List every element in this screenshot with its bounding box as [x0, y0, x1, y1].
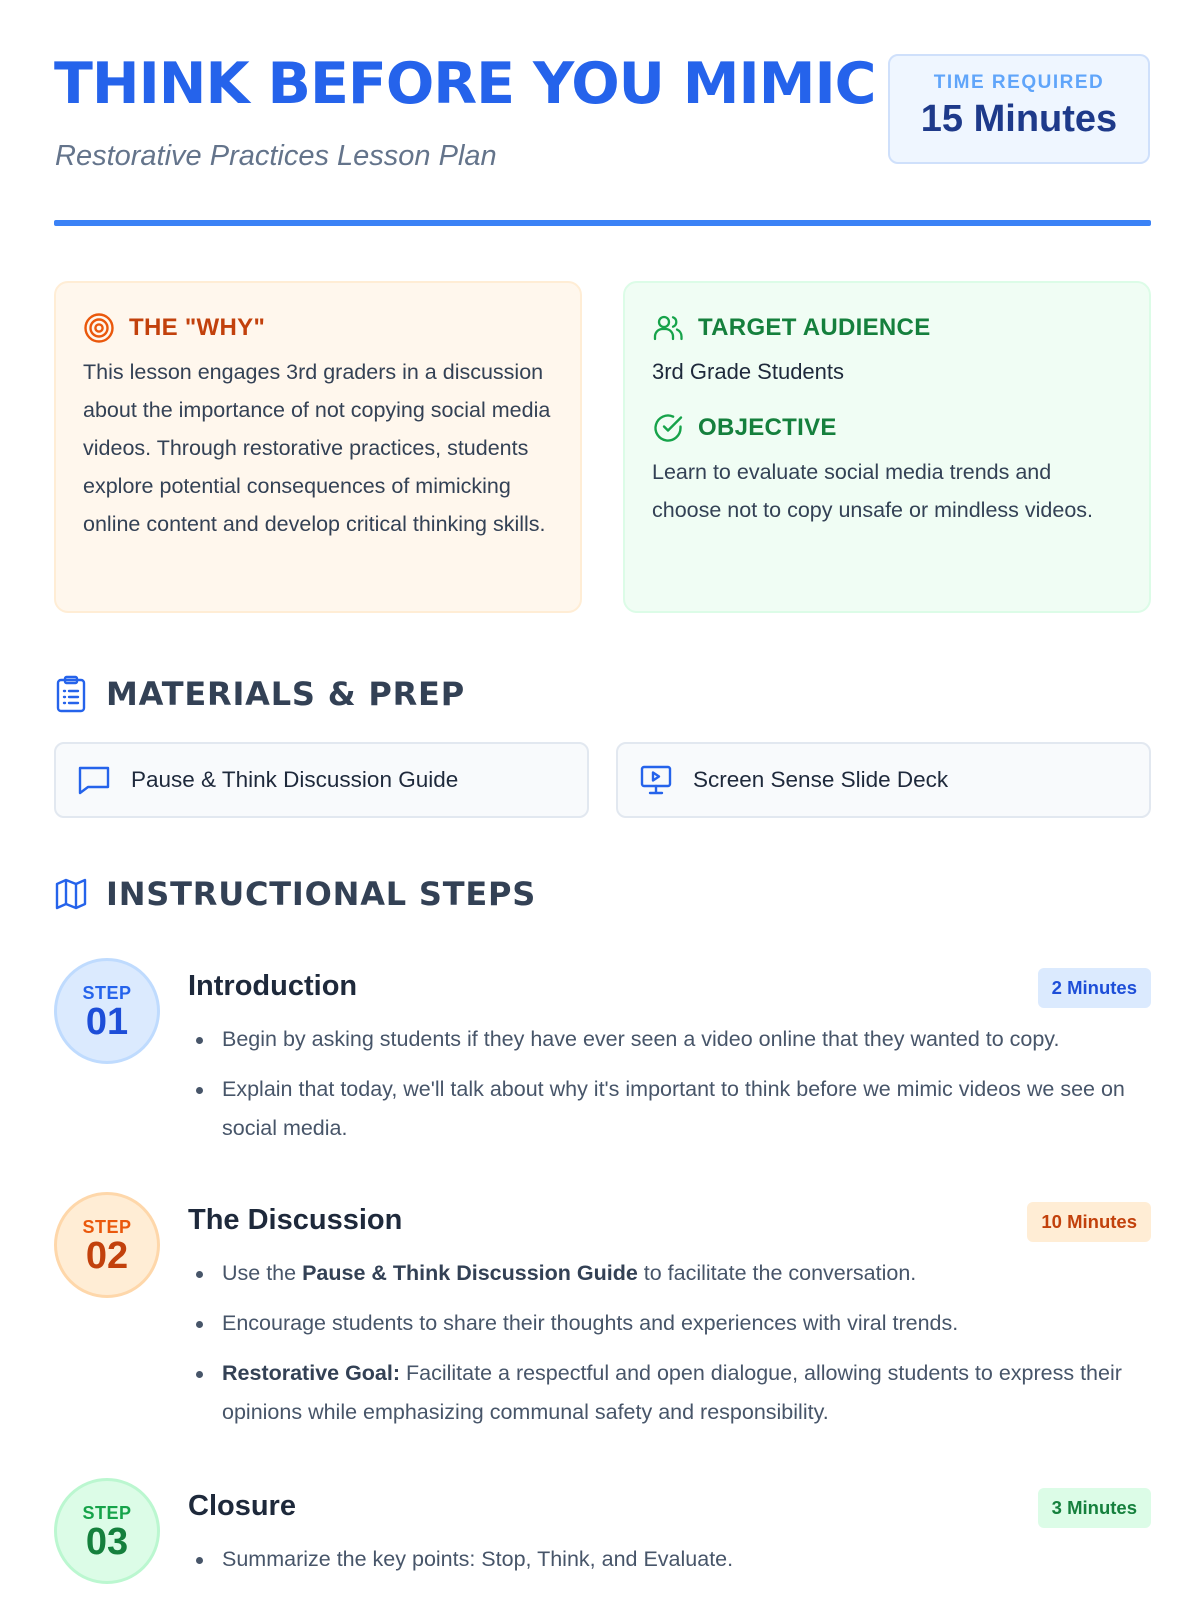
- material-label: Screen Sense Slide Deck: [693, 767, 949, 792]
- step-number: 03: [85, 1521, 129, 1563]
- materials-title: MATERIALS & PREP: [106, 675, 465, 713]
- bullet-text: Facilitate a respectful and open dialogue, allowing students to express their opinions while emphasizing communal safety and responsibility.: [222, 1361, 1122, 1424]
- why-title: THE "WHY": [129, 314, 266, 341]
- time-required-box: [888, 54, 1150, 164]
- bullet-text: to facilitate the conversation.: [637, 1261, 917, 1285]
- users-icon: [652, 312, 684, 344]
- step-bullet: [188, 1254, 1151, 1293]
- material-item[interactable]: [54, 742, 589, 818]
- step-label: STEP: [82, 983, 132, 1003]
- time-required-label: TIME REQUIRED: [933, 72, 1105, 93]
- step-bullet: Encourage students to share their thoughts and experiences with viral trends.: [188, 1304, 1151, 1343]
- target-icon: [83, 312, 115, 344]
- audience-title: TARGET AUDIENCE: [698, 314, 931, 341]
- step-bullets: [188, 1020, 1151, 1159]
- presentation-icon: [639, 764, 673, 796]
- audience-text: 3rd Grade Students: [652, 359, 845, 384]
- check-circle-icon: [652, 412, 684, 444]
- objective-title: OBJECTIVE: [698, 414, 837, 441]
- clipboard-icon: [54, 675, 88, 713]
- page-subtitle: Restorative Practices Lesson Plan: [55, 140, 497, 172]
- time-required-value: 15 Minutes: [920, 98, 1118, 140]
- lesson-plan-page: [54, 0, 1151, 1600]
- material-item[interactable]: [616, 742, 1151, 818]
- bullet-bold-text: Restorative Goal:: [222, 1361, 401, 1385]
- audience-card: [623, 281, 1151, 613]
- bullet-bold-text: Pause & Think Discussion Guide: [302, 1261, 638, 1285]
- header-divider: [54, 220, 1151, 226]
- steps-heading: [54, 872, 536, 916]
- step-number-circle: [54, 1478, 160, 1584]
- step-bullets: [188, 1254, 1151, 1443]
- step-title: Closure: [188, 1490, 296, 1522]
- bullet-text: Use the: [222, 1261, 303, 1285]
- message-square-icon: [77, 764, 111, 796]
- duration-badge: 3 Minutes: [1038, 1488, 1151, 1528]
- duration-badge: 10 Minutes: [1027, 1202, 1151, 1242]
- material-label: Pause & Think Discussion Guide: [131, 767, 459, 792]
- why-card: [54, 281, 582, 613]
- step-bullet: Summarize the key points: Stop, Think, and Evaluate.: [188, 1540, 1151, 1579]
- step-label: STEP: [82, 1217, 132, 1237]
- steps-title: INSTRUCTIONAL STEPS: [106, 875, 537, 913]
- duration-badge: 2 Minutes: [1038, 968, 1151, 1008]
- step-bullets: [188, 1540, 1151, 1590]
- step-number-circle: [54, 1192, 160, 1298]
- step-label: STEP: [82, 1503, 132, 1523]
- map-icon: [54, 877, 88, 911]
- step-bullet: Begin by asking students if they have ever seen a video online that they wanted to copy.: [188, 1020, 1151, 1059]
- step-number: 02: [85, 1235, 129, 1277]
- why-text: This lesson engages 3rd graders in a discussion about the importance of not copying social media videos. Through restorative practices, students explore potential consequences of mimicking online content and develop critical thinking skills.: [83, 360, 551, 536]
- step-bullet: [188, 1354, 1151, 1432]
- step-title: The Discussion: [188, 1204, 403, 1236]
- step-bullet: Explain that today, we'll talk about why it's important to think before we mimic videos we see on social media.: [188, 1070, 1151, 1148]
- objective-text: Learn to evaluate social media trends and choose not to copy unsafe or mindless videos.: [652, 460, 1094, 522]
- step-number-circle: [54, 958, 160, 1064]
- step-title: Introduction: [188, 970, 358, 1002]
- materials-heading: [54, 672, 465, 716]
- page-title: THINK BEFORE YOU MIMIC: [54, 51, 876, 117]
- step-number: 01: [85, 1001, 129, 1043]
